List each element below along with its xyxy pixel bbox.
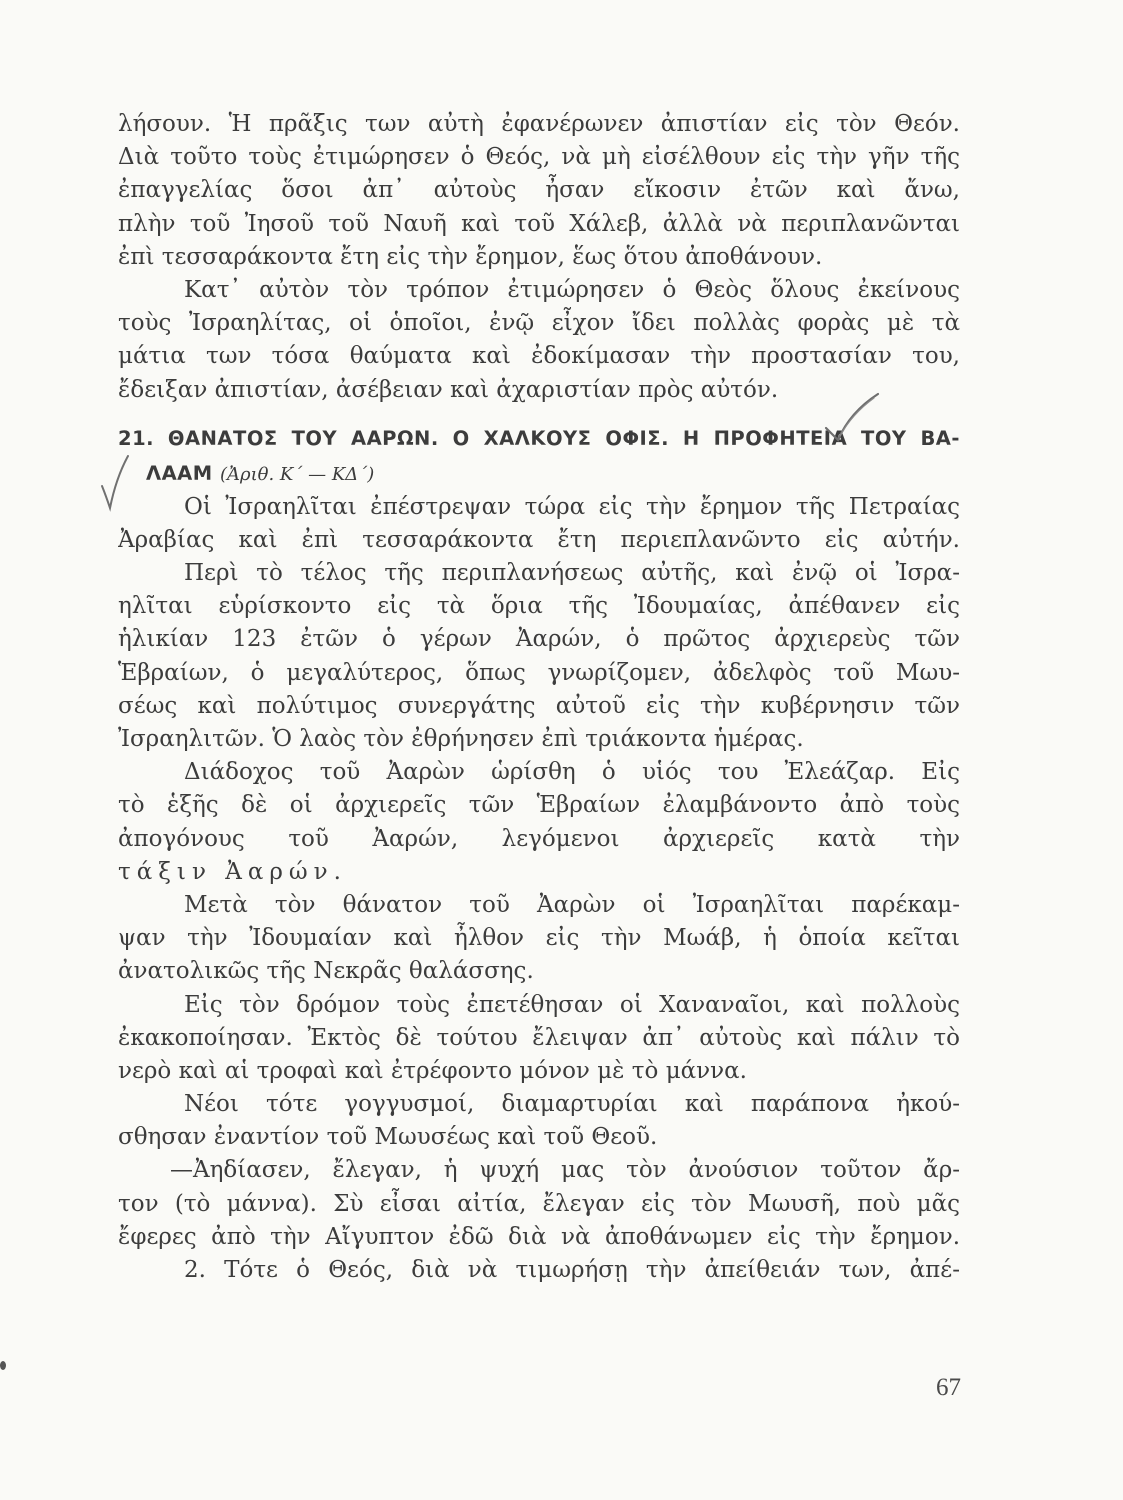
- text-line: τὸ ἑξῆς δὲ οἱ ἀρχιερεῖς τῶν Ἑβραίων ἐλαμβάνοντο ἀπὸ τοὺς: [118, 792, 960, 819]
- text-line: Διὰ τοῦτο τοὺς ἐτιμώρησεν ὁ Θεός, νὰ μὴ εἰσέλθουν εἰς τὴν γῆν τῆς: [118, 144, 960, 171]
- text-line: —Ἀηδίασεν, ἔλεγαν, ἡ ψυχή μας τὸν ἀνούσιον τοῦτον ἄρ-: [170, 1157, 960, 1184]
- pencil-check-mark-icon: [818, 388, 888, 448]
- text-line: Μετὰ τὸν θάνατον τοῦ Ἀαρὼν οἱ Ἰσραηλῖται παρέκαμ-: [184, 891, 960, 918]
- scripture-reference: (Ἀριθ. Κ΄ — ΚΔ΄): [219, 463, 375, 485]
- text-line: ἐπὶ τεσσαράκοντα ἔτη εἰς τὴν ἔρημον, ἕως ὅτου ἀποθάνουν.: [118, 243, 823, 270]
- text-line: σέως καὶ πολύτιμος συνεργάτης αὐτοῦ εἰς τὴν κυβέρνησιν τῶν: [118, 692, 960, 719]
- text-line: πλὴν τοῦ Ἰησοῦ τοῦ Ναυῆ καὶ τοῦ Χάλεβ, ἀλλὰ νὰ περιπλανῶνται: [118, 210, 960, 237]
- text-line: ψαν τὴν Ἰδουμαίαν καὶ ἦλθον εἰς τὴν Μωάβ, ἡ ὁποία κεῖται: [118, 925, 960, 952]
- text-line: τον (τὸ μάννα). Σὺ εἶσαι αἰτία, ἔλεγαν εἰς τὸν Μωυσῆ, ποὺ μᾶς: [118, 1190, 960, 1217]
- text-line: Ἀραβίας καὶ ἐπὶ τεσσαράκοντα ἔτη περιεπλανῶντο εἰς αὐτήν.: [118, 526, 960, 553]
- text-line: Περὶ τὸ τέλος τῆς περιπλανήσεως αὐτῆς, καὶ ἐνῷ οἱ Ἰσρα-: [184, 560, 960, 587]
- text-line: Κατ᾽ αὐτὸν τὸν τρόπον ἐτιμώρησεν ὁ Θεὸς ὅλους ἐκείνους: [184, 276, 960, 303]
- text-line: μάτια των τόσα θαύματα καὶ ἐδοκίμασαν τὴν προστασίαν του,: [118, 343, 960, 370]
- text-line: ἀνατολικῶς τῆς Νεκρᾶς θαλάσσης.: [118, 958, 534, 985]
- text-line: Εἰς τὸν δρόμον τοὺς ἐπετέθησαν οἱ Χαναναῖοι, καὶ πολλοὺς: [184, 991, 960, 1018]
- text-line: Διάδοχος τοῦ Ἀαρὼν ὡρίσθη ὁ υἱός του Ἐλεάζαρ. Εἰς: [184, 759, 960, 786]
- text-line: Νέοι τότε γογγυσμοί, διαμαρτυρίαι καὶ παράπονα ἠκού-: [184, 1091, 960, 1118]
- text-line: ἡλικίαν 123 ἐτῶν ὁ γέρων Ἀαρών, ὁ πρῶτος ἀρχιερεὺς τῶν: [118, 626, 960, 653]
- text-line: ἐκακοποίησαν. Ἐκτὸς δὲ τούτου ἔλειψαν ἀπ᾽ αὐτοὺς καὶ πάλιν τὸ: [118, 1024, 960, 1051]
- text-line: τοὺς Ἰσραηλίτας, οἱ ὁποῖοι, ἐνῷ εἶχον ἴδει πολλὰς φορὰς μὲ τὰ: [118, 310, 960, 337]
- text-line: ἔδειξαν ἀπιστίαν, ἀσέβειαν καὶ ἀχαριστίαν πρὸς αὐτόν.: [118, 376, 779, 403]
- text-line: Οἱ Ἰσραηλῖται ἐπέστρεψαν τώρα εἰς τὴν ἔρημον τῆς Πετραίας: [184, 493, 960, 520]
- text-line: νερὸ καὶ αἱ τροφαὶ καὶ ἐτρέφοντο μόνον μὲ τὸ μάννα.: [118, 1057, 747, 1084]
- text-line: σθησαν ἐναντίον τοῦ Μωυσέως καὶ τοῦ Θεοῦ.: [118, 1124, 658, 1151]
- text-line: ἔφερες ἀπὸ τὴν Αἴγυπτον ἐδῶ διὰ νὰ ἀποθάνωμεν εἰς τὴν ἔρημον.: [118, 1223, 960, 1250]
- page-text: [118, 108, 960, 1287]
- pencil-margin-mark-icon: [98, 450, 134, 516]
- text-line: ηλῖται εὑρίσκοντο εἰς τὰ ὅρια τῆς Ἰδουμαίας, ἀπέθανεν εἰς: [118, 593, 960, 620]
- text-line: ἐπαγγελίας ὅσοι ἀπ᾽ αὐτοὺς ἦσαν εἴκοσιν ἐτῶν καὶ ἄνω,: [118, 177, 960, 204]
- section-heading-word: ΛΑΑΜ: [146, 461, 213, 485]
- text-line: 2. Τότε ὁ Θεός, διὰ νὰ τιμωρήσῃ τὴν ἀπείθειάν των, ἀπέ-: [184, 1257, 960, 1283]
- text-line: Ἑβραίων, ὁ μεγαλύτερος, ὅπως γνωρίζομεν, ἀδελφὸς τοῦ Μωυ-: [118, 659, 960, 686]
- text-line: Ἰσραηλιτῶν. Ὁ λαὸς τὸν ἐθρήνησεν ἐπὶ τριάκοντα ἡμέρας.: [118, 726, 804, 752]
- text-line: τάξιν Ἀαρών.: [118, 858, 347, 885]
- paper-speck: [0, 1361, 6, 1370]
- page-number: 67: [936, 1374, 961, 1401]
- text-line: ἀπογόνους τοῦ Ἀαρών, λεγόμενοι ἀρχιερεῖς κατὰ τὴν: [118, 825, 960, 852]
- section-heading-continued: [118, 456, 960, 491]
- section-heading: 21. ΘΑΝΑΤΟΣ ΤΟΥ ΑΑΡΩΝ. Ο ΧΑΛΚΟΥΣ ΟΦΙΣ. Η ΠΡΟΦΗΤΕΙΑ ΤΟΥ ΒΑ-: [118, 426, 960, 450]
- text-line: λήσουν. Ἡ πρᾶξις των αὐτὴ ἐφανέρωνεν ἀπιστίαν εἰς τὸν Θεόν.: [118, 111, 960, 137]
